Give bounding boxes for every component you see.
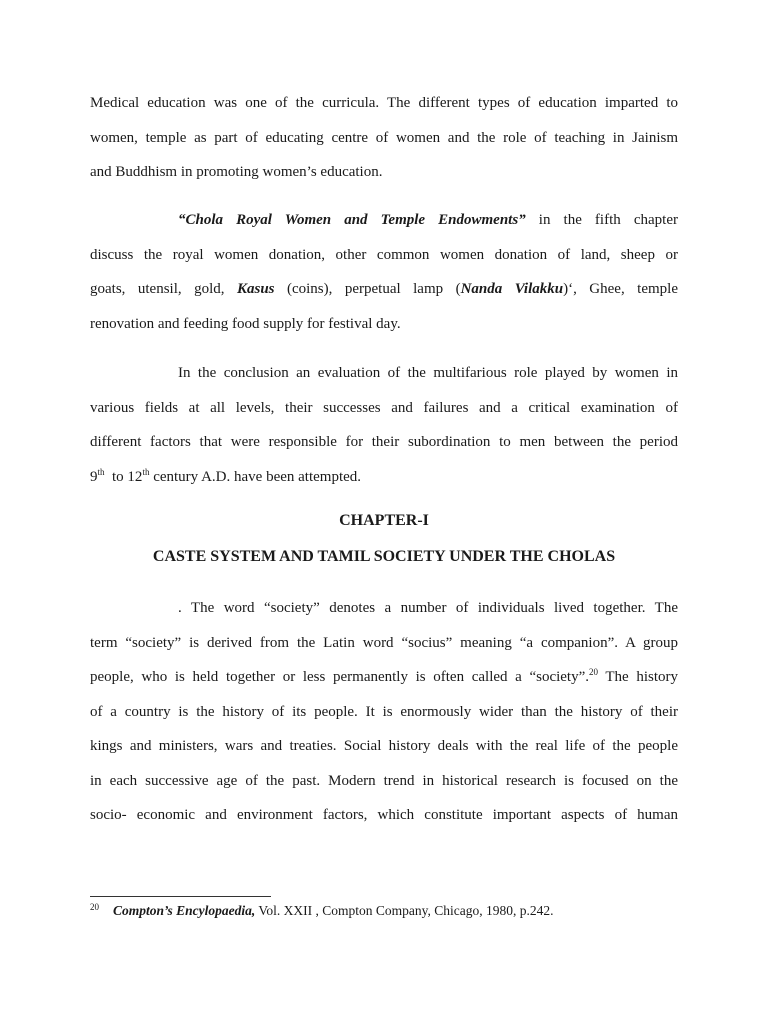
footnote-divider (90, 896, 271, 897)
paragraph-4 (90, 591, 678, 833)
paragraph-1-line-2: women, temple as part of educating centre of women and the role of teaching in Jainism (90, 129, 678, 146)
paragraph-2 (90, 203, 678, 341)
paragraph-3-line-1 (90, 356, 678, 391)
paragraph-4-line-2: term “society” is derived from the Latin word “socius” meaning “a companion”. A group (90, 634, 678, 651)
paragraph-2-open-quote: “ (178, 212, 186, 228)
paragraph-4-line-5: kings and ministers, wars and treaties. Social history deals with the real life of the people (90, 738, 678, 754)
paragraph-2-line-4: renovation and feeding food supply for festival day. (90, 315, 401, 332)
paragraph-2-line-1 (90, 203, 678, 238)
paragraph-3-line-4 (90, 460, 678, 495)
paragraph-4-line-1 (90, 591, 678, 626)
paragraph-4-line-4: of a country is the history of its people. It is enormously wider than the history of their (90, 703, 678, 720)
footnote-source-title: Compton’s Encylopaedia, (113, 903, 256, 918)
kasus-term: Kasus (236, 281, 275, 297)
paragraph-4-line-3-a: people, who is held together or less permanently is often called a “society”. (90, 669, 589, 685)
chapter-title: CASTE SYSTEM AND TAMIL SOCIETY UNDER THE CHOLAS (152, 548, 616, 565)
superscript-th-2: th (142, 466, 150, 477)
footnote-20 (90, 903, 554, 919)
paragraph-4-line-3 (90, 660, 678, 695)
paragraph-3-line-2: various fields at all levels, their successes and failures and a critical examination of (90, 399, 678, 416)
footnote-reference-20[interactable]: 20 (589, 667, 598, 677)
paragraph-1 (90, 86, 678, 190)
chapter-number: CHAPTER-I (339, 512, 429, 529)
paragraph-1-line-1: Medical education was one of the curricula. The different types of education imparted to (90, 95, 678, 111)
paragraph-3-line-4-c: century A.D. have been attempted. (149, 468, 362, 485)
paragraph-2-line-3-c: )‘, Ghee, temple (563, 281, 678, 297)
paragraph-2-line-2: discuss the royal women donation, other common women donation of land, sheep or (90, 246, 678, 263)
paragraph-4-line-3-b: The history (598, 669, 678, 685)
paragraph-3-line-4-b: to 12 (104, 468, 143, 485)
chapter-five-title: Chola Royal Women and Temple Endowments (185, 212, 519, 228)
nanda-vilakku-term: Nanda Vilakku (460, 281, 564, 297)
footnote-number: 20 (90, 901, 99, 912)
paragraph-2-line-1-rest: in the fifth chapter (525, 212, 678, 228)
paragraph-3-line-4-a: 9 (90, 468, 98, 485)
paragraph-4-line-1-text: . The word “society” denotes a number of individuals lived together. The (178, 600, 678, 616)
footnote-source-details: Vol. XXII , Compton Company, Chicago, 1980, p.242. (255, 903, 554, 918)
paragraph-1-line-3: and Buddhism in promoting women’s education. (90, 164, 383, 180)
paragraph-2-line-3-a: goats, utensil, gold, (90, 281, 237, 297)
paragraph-3 (90, 356, 678, 494)
paragraph-2-close-quote: ” (518, 212, 526, 228)
paragraph-2-line-3-b: (coins), perpetual lamp ( (274, 281, 461, 297)
paragraph-3-line-1-text: In the conclusion an evaluation of the multifarious role played by women in (178, 365, 678, 381)
superscript-th-1: th (97, 466, 105, 477)
paragraph-4-line-7: socio- economic and environment factors, which constitute important aspects of human (90, 807, 678, 823)
paragraph-4-line-6: in each successive age of the past. Modern trend in historical research is focused on the (90, 772, 678, 789)
paragraph-3-line-3: different factors that were responsible for their subordination to men between the period (90, 434, 678, 450)
paragraph-2-line-3 (90, 272, 678, 307)
